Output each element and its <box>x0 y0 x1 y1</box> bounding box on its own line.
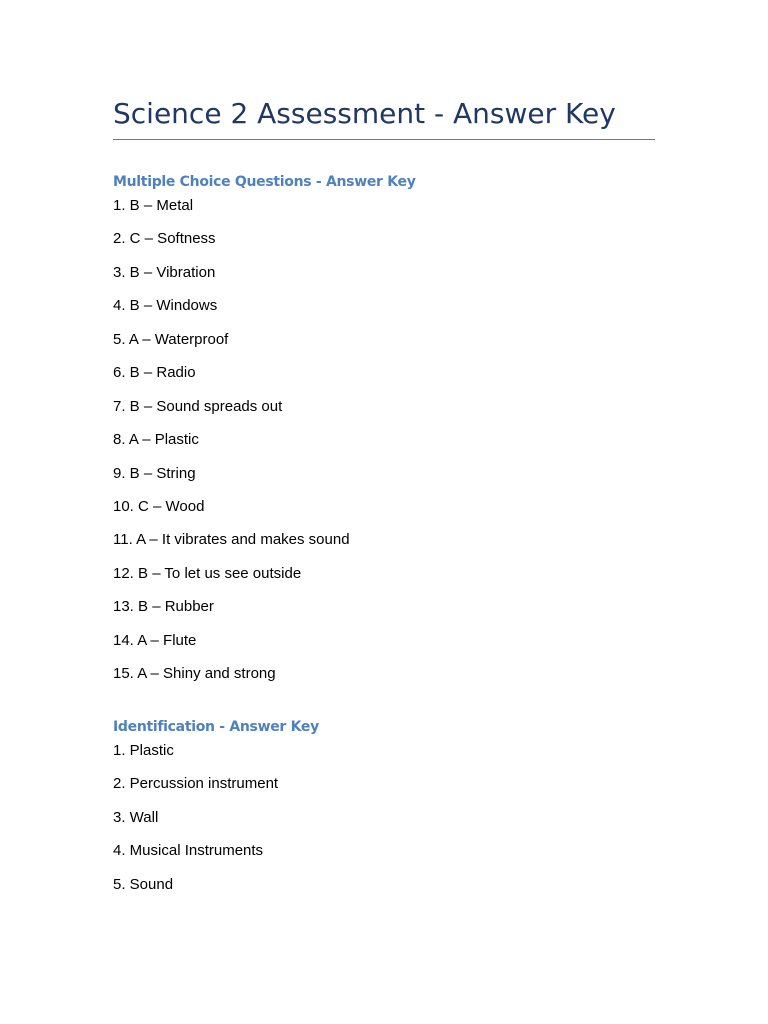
multiple-choice-answer: 9. B – String <box>113 464 196 482</box>
document-title: Science 2 Assessment - Answer Key <box>113 97 616 130</box>
multiple-choice-answer: 2. C – Softness <box>113 230 216 248</box>
multiple-choice-heading: Multiple Choice Questions - Answer Key <box>113 174 416 190</box>
multiple-choice-answer: 12. B – To let us see outside <box>113 564 302 582</box>
identification-answer-list <box>113 742 278 909</box>
identification-answer: 4. Musical Instruments <box>113 842 264 860</box>
multiple-choice-answer: 8. A – Plastic <box>113 431 199 449</box>
multiple-choice-answer: 4. B – Windows <box>113 297 218 315</box>
identification-answer: 2. Percussion instrument <box>113 775 279 793</box>
title-underline <box>113 139 655 140</box>
multiple-choice-answer: 6. B – Radio <box>113 364 196 382</box>
multiple-choice-answer: 10. C – Wood <box>113 497 205 515</box>
multiple-choice-answer-list <box>113 197 350 699</box>
identification-answer: 1. Plastic <box>113 742 174 759</box>
identification-heading: Identification - Answer Key <box>113 719 319 735</box>
multiple-choice-answer: 15. A – Shiny and strong <box>113 665 276 683</box>
multiple-choice-answer: 7. B – Sound spreads out <box>113 397 283 415</box>
identification-answer: 5. Sound <box>113 875 174 893</box>
multiple-choice-answer: 1. B – Metal <box>113 197 194 214</box>
multiple-choice-answer: 13. B – Rubber <box>113 598 214 616</box>
multiple-choice-answer: 14. A – Flute <box>113 631 197 649</box>
multiple-choice-answer: 11. A – It vibrates and makes sound <box>113 531 350 549</box>
multiple-choice-answer: 3. B – Vibration <box>113 263 216 281</box>
multiple-choice-answer: 5. A – Waterproof <box>113 330 229 348</box>
identification-answer: 3. Wall <box>113 808 159 826</box>
